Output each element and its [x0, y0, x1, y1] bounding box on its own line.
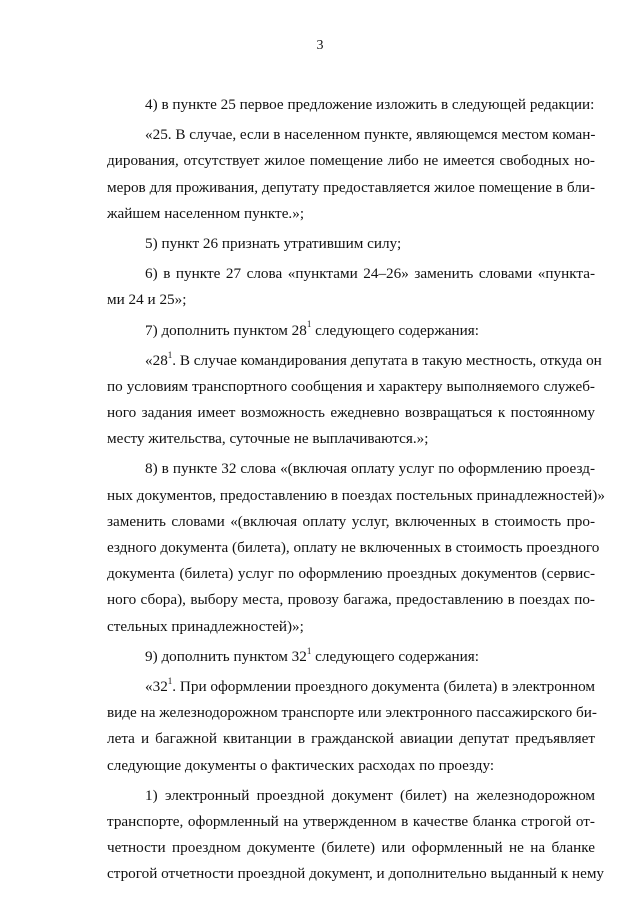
line-text: «32 [145, 677, 168, 695]
line-text: 8) в пункте 32 слова «(включая оплату услуг по оформлению проезд- [145, 460, 595, 478]
line-text-continued: следующего содержания: [311, 647, 480, 665]
line-text: 1) электронный проездной документ (билет) на железнодорожном [145, 786, 595, 804]
line-text: «28 [145, 351, 168, 369]
line-text: ных документов, предоставлению в поездах постельных принадлежностей)» [107, 486, 605, 504]
text-line [107, 614, 595, 640]
line-text-continued: . При оформлении проездного документа (билета) в электронном [172, 677, 595, 695]
text-line [107, 861, 605, 887]
text-line [107, 201, 595, 227]
line-text: ездного документа (билета), оплату не включенных в стоимость проездного [107, 539, 600, 556]
line-text: стельных принадлежностей)»; [107, 617, 304, 635]
text-line [107, 92, 595, 118]
line-text: ми 24 и 25»; [107, 291, 187, 309]
line-text: по условиям транспортного сообщения и характеру выполняемого служеб- [107, 377, 595, 395]
text-line [107, 122, 595, 148]
document-body [107, 92, 605, 887]
line-text: ного задания имеет возможность ежедневно возвращаться к постоянному [107, 404, 595, 422]
line-text: заменить словами «(включая оплату услуг, включенных в стоимость про- [107, 512, 595, 530]
text-line [107, 509, 595, 535]
text-line [107, 483, 605, 509]
text-line [107, 700, 595, 726]
text-line [107, 318, 595, 344]
line-text: 5) пункт 26 признать утратившим силу; [145, 234, 402, 252]
line-text: следующие документы о фактических расходах по проезду: [107, 756, 495, 774]
superscript: 1 [167, 349, 173, 360]
text-line [107, 261, 595, 287]
text-line [107, 148, 595, 174]
line-text: «25. В случае, если в населенном пункте, являющемся местом коман- [145, 126, 596, 144]
text-line [107, 175, 595, 201]
line-text: лета и багажной квитанции в гражданской авиации депутат предъявляет [107, 730, 595, 748]
line-text: строгой отчетности проездной документ, и дополнительно выданный к нему [107, 865, 605, 883]
line-text: меров для проживания, депутату предоставляется жилое помещение в бли- [107, 178, 595, 196]
text-line [107, 374, 595, 400]
text-line [107, 535, 600, 561]
text-line [107, 426, 595, 452]
text-line [107, 587, 595, 613]
superscript: 1 [306, 645, 312, 656]
text-line [107, 783, 595, 809]
text-line [107, 753, 595, 779]
line-text: транспорте, оформленный на утвержденном в качестве бланка строгой от- [107, 812, 595, 830]
superscript: 1 [167, 675, 173, 686]
text-line [107, 809, 595, 835]
line-text: виде на железнодорожном транспорте или электронного пассажирского би- [107, 704, 597, 722]
line-text: 6) в пункте 27 слова «пунктами 24–26» заменить словами «пункта- [145, 265, 595, 283]
line-text: жайшем населенном пункте.»; [107, 204, 305, 222]
text-line [107, 287, 595, 313]
line-text: 4) в пункте 25 первое предложение изложить в следующей редакции: [145, 96, 595, 113]
text-line [107, 644, 595, 670]
text-line [107, 561, 595, 587]
text-line [107, 231, 595, 257]
text-line [107, 674, 595, 700]
line-text: 9) дополнить пунктом 32 [145, 647, 307, 665]
line-text: 7) дополнить пунктом 28 [145, 321, 307, 339]
text-line [107, 400, 595, 426]
text-line [107, 726, 595, 752]
line-text: ного сбора), выбору места, провозу багажа, предоставлению в поездах по- [107, 591, 595, 609]
text-line [107, 348, 602, 374]
line-text: документа (билета) услуг по оформлению проездных документов (сервис- [107, 565, 595, 583]
line-text: четности проездном документе (билете) или оформленный не на бланке [107, 839, 595, 857]
text-line [107, 456, 595, 482]
line-text-continued: следующего содержания: [311, 321, 480, 339]
line-text: месту жительства, суточные не выплачиваются.»; [107, 430, 429, 448]
page-number: 3 [316, 38, 324, 53]
line-text-continued: . В случае командирования депутата в такую местность, откуда он [172, 351, 602, 369]
superscript: 1 [306, 319, 312, 330]
text-line [107, 835, 595, 861]
line-text: дирования, отсутствует жилое помещение либо не имеется свободных но- [107, 152, 595, 170]
